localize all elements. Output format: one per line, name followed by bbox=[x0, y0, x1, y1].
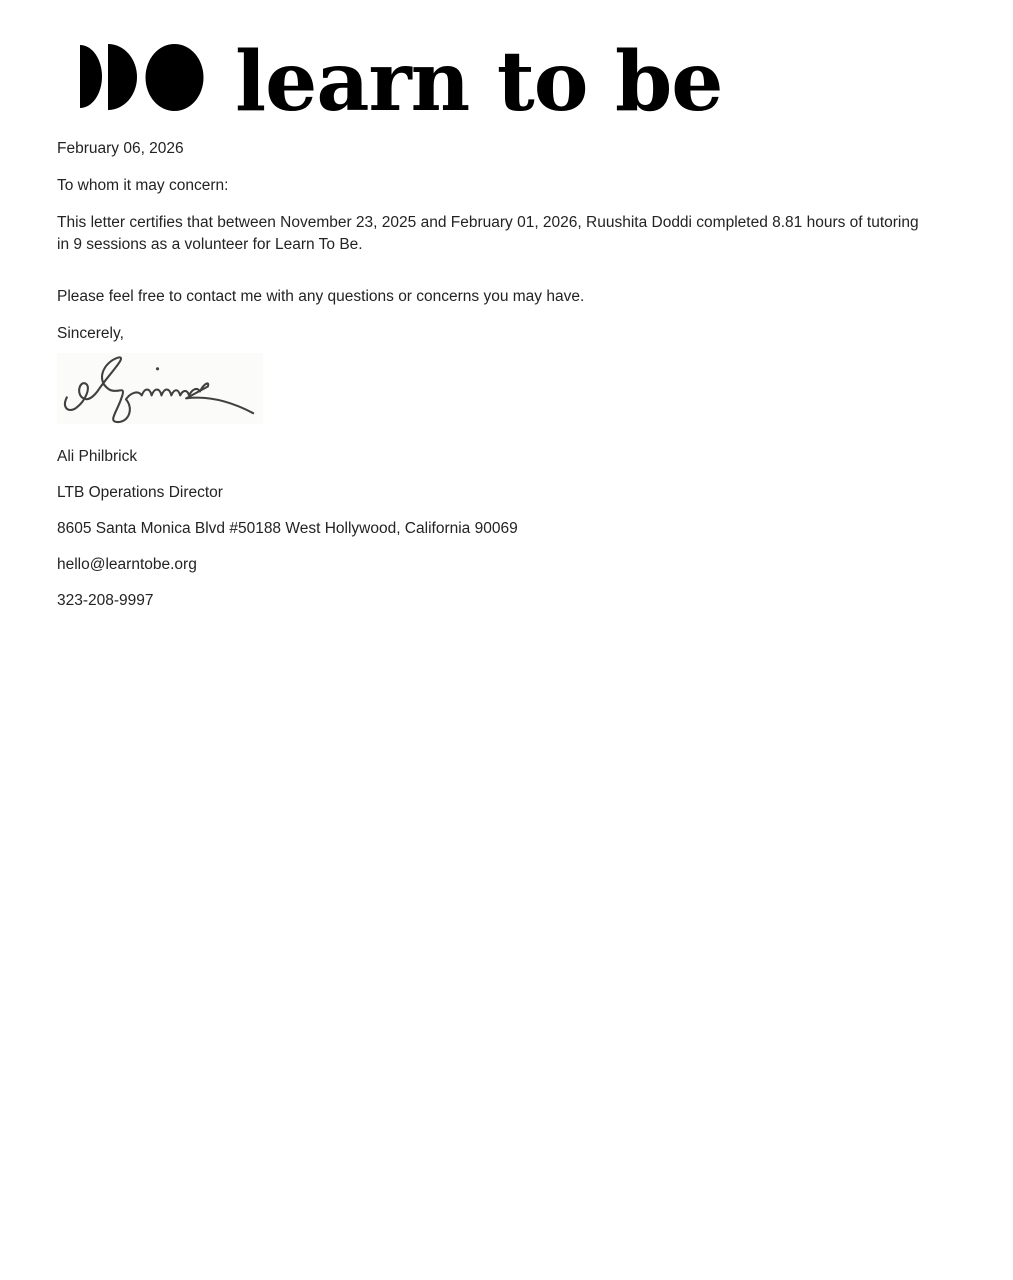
signer-address: 8605 Santa Monica Blvd #50188 West Hollywood, California 90069 bbox=[57, 520, 518, 537]
signer-phone: 323-208-9997 bbox=[57, 592, 154, 609]
valediction: Sincerely, bbox=[57, 325, 124, 342]
learn-to-be-logo bbox=[57, 0, 953, 131]
signer-name: Ali Philbrick bbox=[57, 448, 138, 465]
contact-note: Please feel free to contact me with any questions or concerns you may have. bbox=[57, 288, 585, 305]
logo-wordmark: learn to be bbox=[235, 34, 723, 131]
three-moons-icon bbox=[78, 42, 206, 112]
signer-block bbox=[57, 446, 953, 612]
letter-content bbox=[57, 138, 953, 612]
letter-date: February 06, 2026 bbox=[57, 140, 184, 157]
body-paragraph: This letter certifies that between November 23, 2025 and February 01, 2026, Ruushita Doddi completed 8.81 hours of tutoring in 9 sessions as a volunteer for Learn To Be. bbox=[57, 214, 919, 253]
handwritten-signature-icon bbox=[57, 353, 263, 424]
signer-email: hello@learntobe.org bbox=[57, 556, 197, 573]
signature-image bbox=[57, 353, 263, 424]
signer-title: LTB Operations Director bbox=[57, 484, 223, 501]
salutation: To whom it may concern: bbox=[57, 177, 229, 194]
